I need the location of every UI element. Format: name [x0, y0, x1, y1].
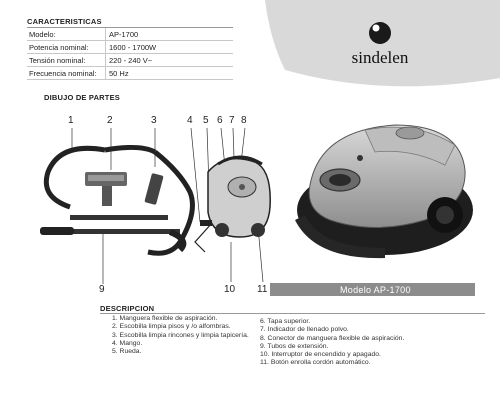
part-number: 8 — [241, 115, 247, 126]
parts-drawing-title: DIBUJO DE PARTES — [44, 93, 120, 102]
list-item: 3. Escobilla limpia rincones y limpia tapicería. — [112, 331, 249, 339]
list-item: 4. Mango. — [112, 339, 143, 347]
list-item: 9. Tubos de extensión. — [260, 342, 329, 350]
part-number: 5 — [203, 115, 209, 126]
spec-row — [27, 54, 233, 67]
model-banner-label: Modelo AP-1700 — [340, 284, 411, 295]
part-number: 2 — [107, 115, 113, 126]
description-divider — [100, 313, 485, 314]
brand-header-arc — [265, 0, 500, 92]
spec-value: 220 - 240 V~ — [109, 55, 153, 65]
specs-title: CARACTERISTICAS — [27, 17, 102, 26]
part-number: 10 — [224, 284, 236, 295]
part-number: 7 — [229, 115, 235, 126]
list-item: 1. Manguera flexible de aspiración. — [112, 315, 218, 322]
spec-label: Frecuencia nominal: — [27, 67, 106, 79]
part-number: 1 — [68, 115, 74, 126]
part-number: 4 — [187, 115, 193, 126]
spec-label: Potencia nominal: — [27, 41, 106, 53]
parts-drawing — [30, 112, 280, 302]
list-item: 10. Interruptor de encendido y apagado. — [260, 351, 381, 359]
description-list-left — [112, 315, 249, 356]
parts-illustration — [30, 112, 280, 302]
description-list-right — [260, 318, 404, 368]
part-number: 3 — [151, 115, 157, 126]
list-item: 11. Botón enrolla cordón automático. — [260, 359, 371, 367]
spec-row — [27, 41, 233, 54]
spec-label: Tensión nominal: — [27, 54, 106, 66]
description-title: DESCRIPCION — [100, 304, 155, 313]
product-photo — [285, 110, 475, 265]
spec-value: AP-1700 — [109, 29, 139, 39]
spec-table — [27, 28, 233, 80]
list-item: 5. Rueda. — [112, 348, 142, 356]
part-number: 9 — [99, 284, 105, 295]
brand-name: sindelen — [351, 48, 409, 67]
spec-label: Modelo: — [27, 28, 106, 40]
spec-value: 50 Hz — [109, 68, 129, 78]
list-item: 7. Indicador de llenado polvo. — [260, 326, 349, 334]
spec-row — [27, 28, 233, 41]
sindelen-logo-icon — [369, 22, 391, 44]
part-number: 11 — [257, 284, 268, 295]
model-banner — [270, 283, 475, 296]
list-item: 8. Conector de manguera flexible de aspiración. — [260, 334, 405, 342]
part-number: 6 — [217, 115, 223, 126]
spec-row — [27, 67, 233, 80]
spec-value: 1600 - 1700W — [109, 42, 157, 52]
list-item: 6. Tapa superior. — [260, 318, 311, 325]
list-item: 2. Escobilla limpia pisos y /o alfombras. — [112, 323, 231, 331]
